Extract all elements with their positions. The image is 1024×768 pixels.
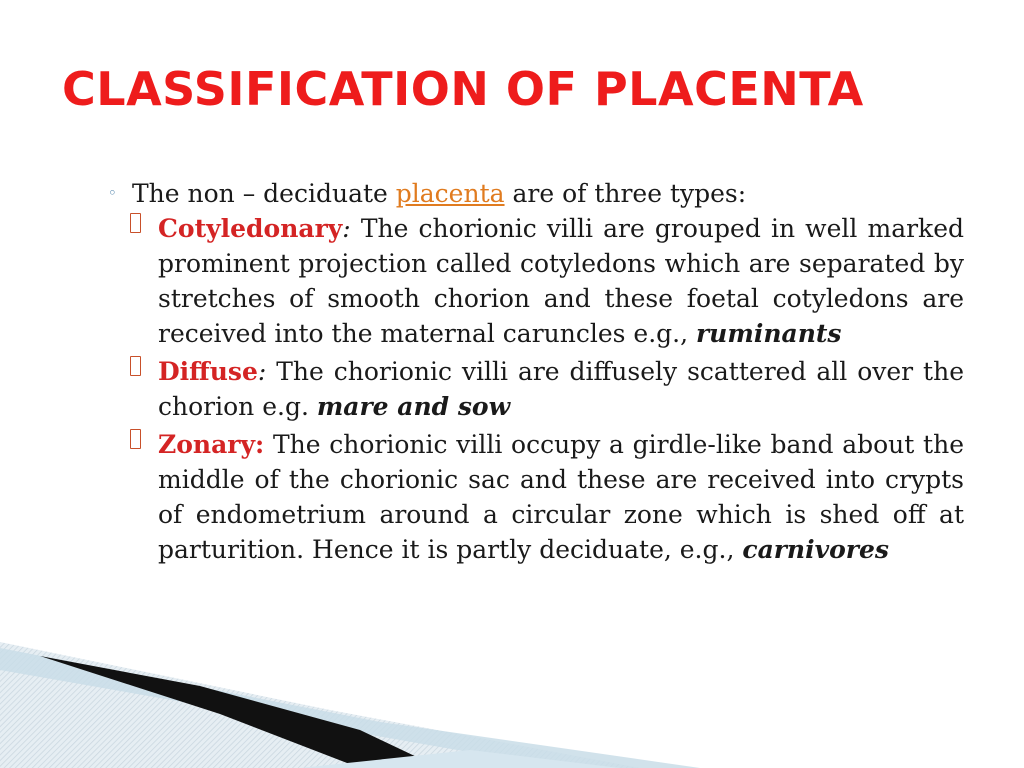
type-separator: : xyxy=(255,430,265,459)
box-bullet-icon xyxy=(130,213,141,233)
intro-bullet xyxy=(108,176,964,211)
box-bullet-icon xyxy=(130,356,141,376)
box-bullet-icon xyxy=(130,429,141,449)
type-description: The chorionic villi are grouped in well marked prominent projection called cotyledons which are separated by stretches of smooth chorion and these foetal cotyledons are received into the maternal caruncles e.g., xyxy=(158,214,964,348)
type-item-cotyledonary xyxy=(108,211,964,351)
type-item-diffuse xyxy=(108,354,964,424)
type-description: The chorionic villi occupy a girdle-like band about the middle of the chorionic sac and these are received into crypts of endometrium around a circular zone which is shed off at parturition. Hence it is partly deciduate, e.g., xyxy=(158,430,964,564)
slide-title: CLASSIFICATION OF PLACENTA xyxy=(62,62,864,116)
placenta-link[interactable]: placenta xyxy=(395,179,505,208)
circle-bullet-icon: ◦ xyxy=(108,184,117,202)
type-term: Cotyledonary xyxy=(158,214,343,243)
type-item-zonary xyxy=(108,427,964,567)
type-separator: : xyxy=(257,357,267,386)
type-example: carnivores xyxy=(742,535,889,564)
intro-text-before: The non – deciduate xyxy=(132,179,396,208)
type-description: The chorionic villi are diffusely scattered all over the chorion e.g. xyxy=(158,357,964,421)
type-term: Diffuse xyxy=(158,357,258,386)
type-term: Zonary xyxy=(158,430,255,459)
type-example: mare and sow xyxy=(316,392,511,421)
decorative-swoosh xyxy=(0,630,1024,768)
type-example: ruminants xyxy=(696,319,842,348)
intro-text-after: are of three types: xyxy=(504,179,747,208)
slide-content xyxy=(108,176,964,570)
type-separator: : xyxy=(342,214,351,243)
